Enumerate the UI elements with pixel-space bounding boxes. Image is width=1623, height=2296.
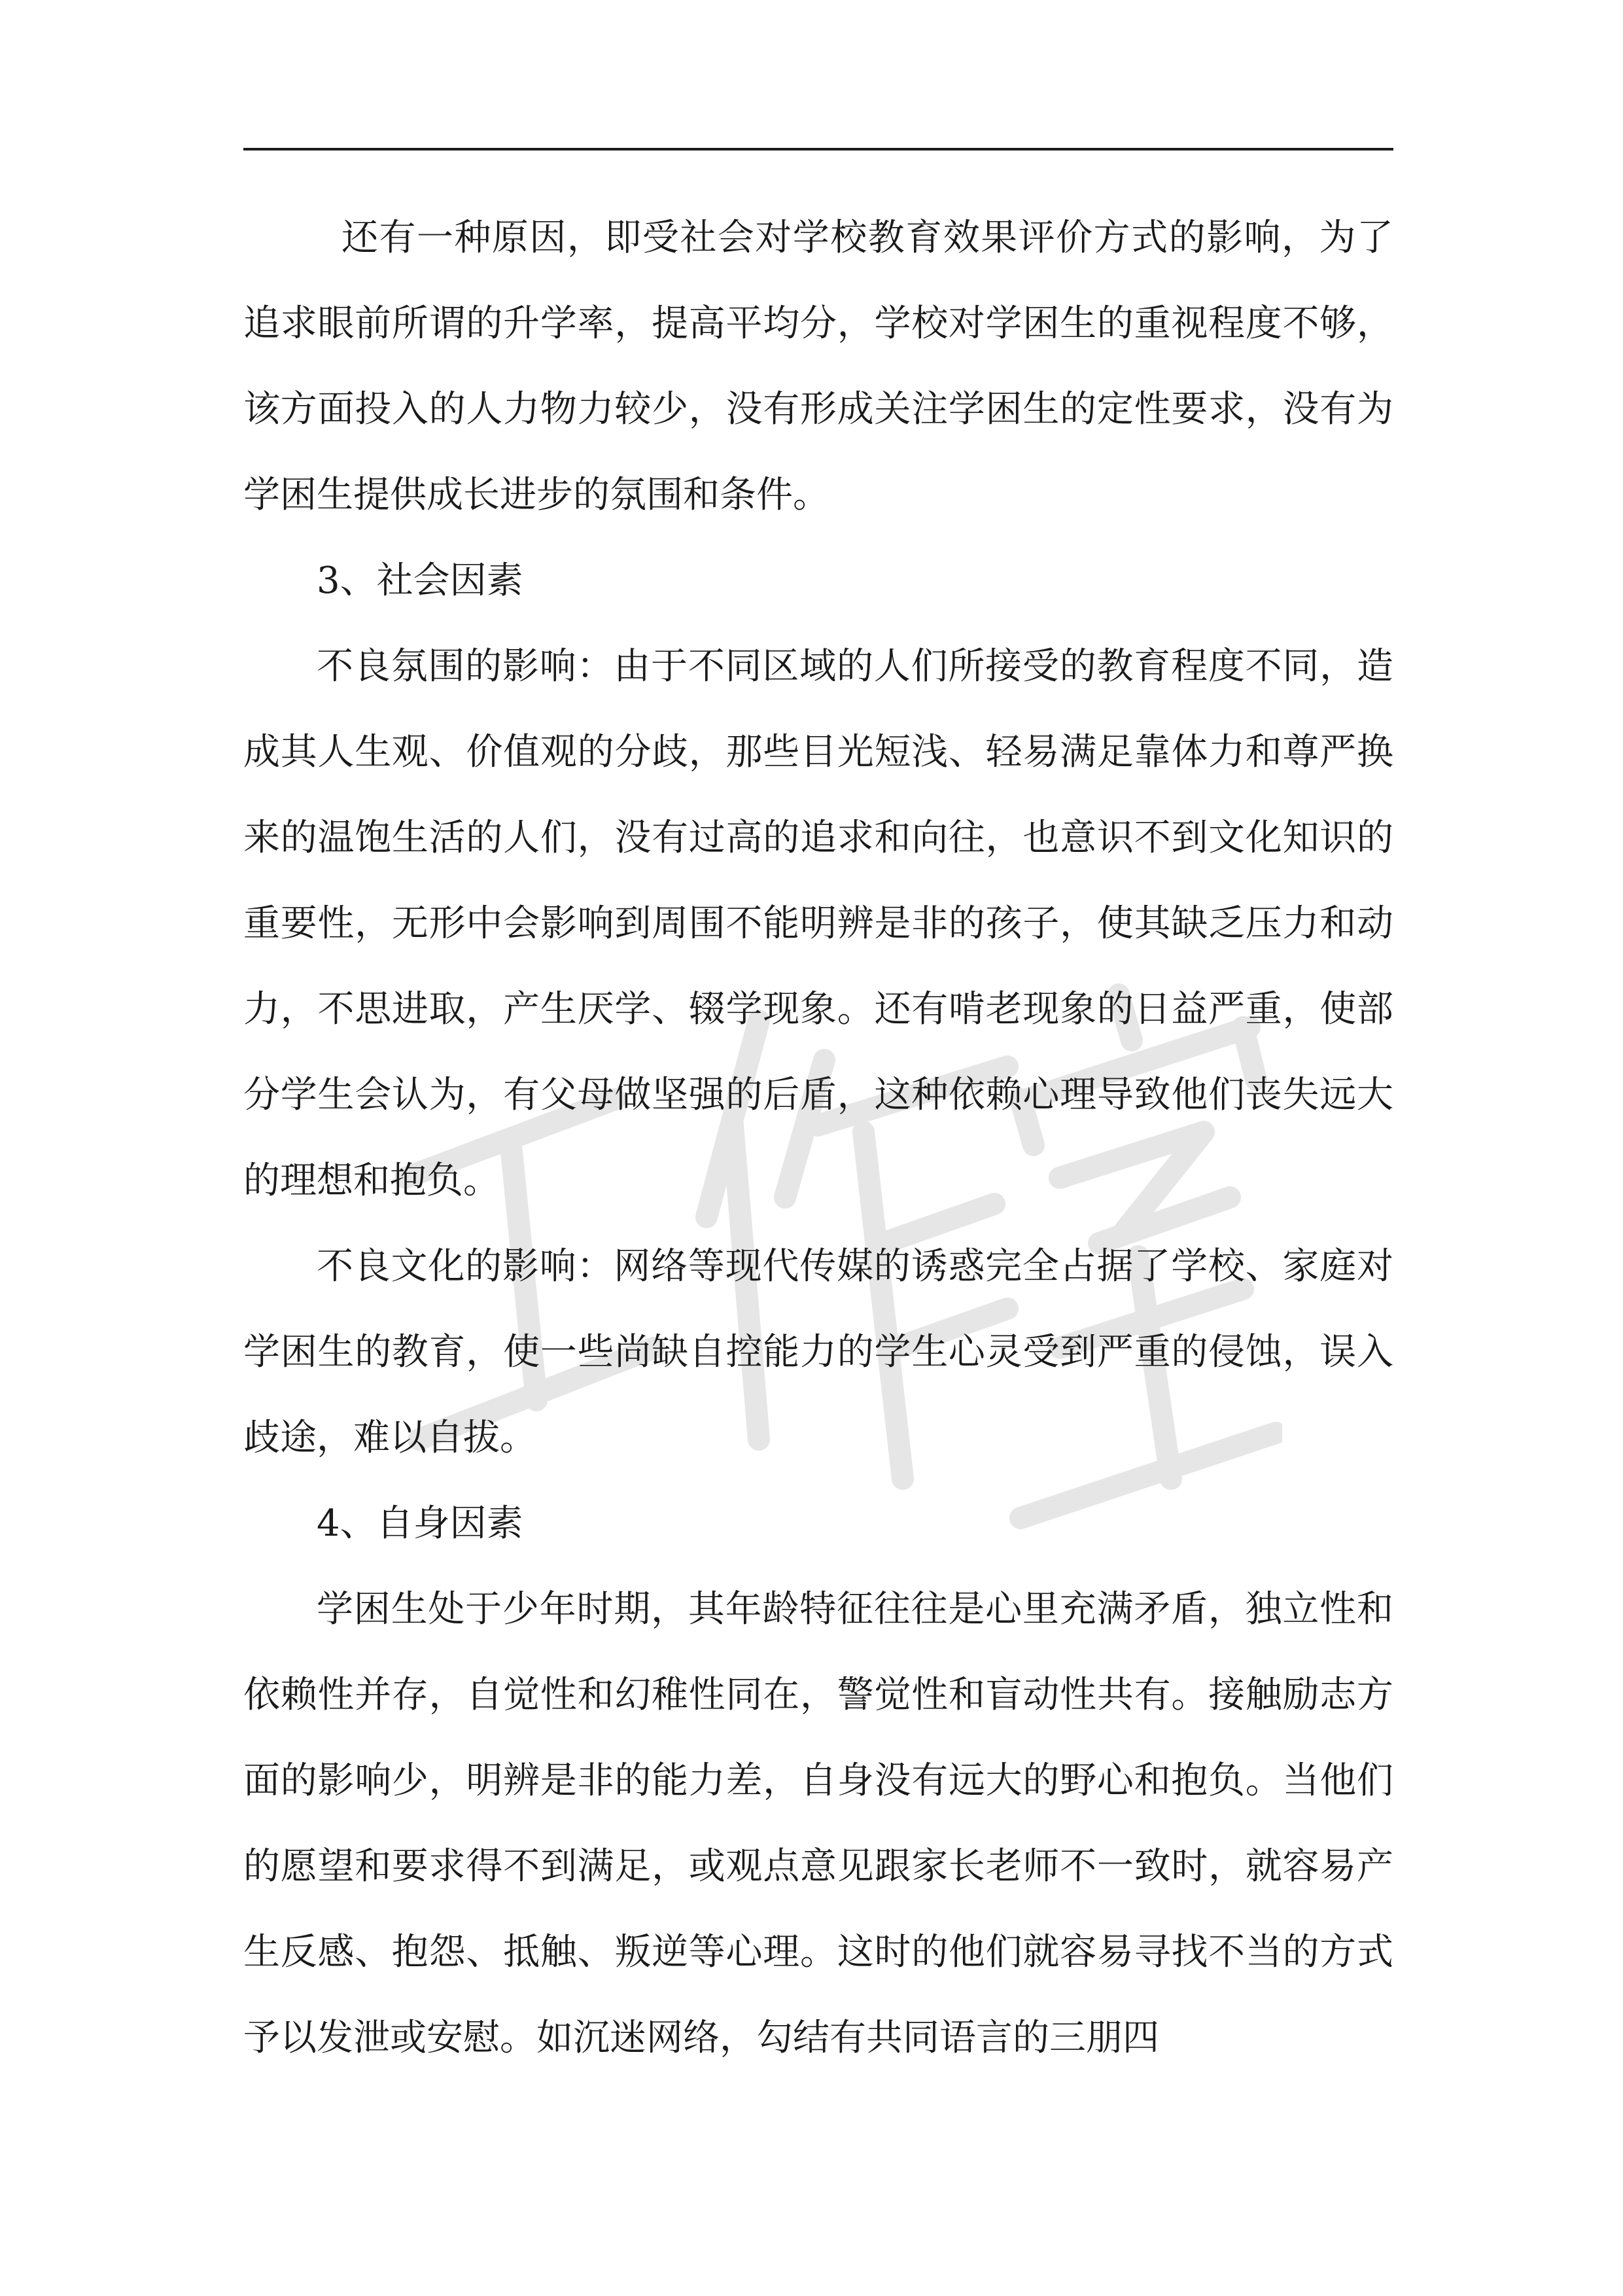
paragraph-bad-atmosphere: 不良氛围的影响：由于不同区域的人们所接受的教育程度不同，造成其人生观、价值观的分歧，那些目光短浅、轻易满足靠体力和尊严换来的温饱生活的人们，没有过高的追求和向往，也意识不到文化知识的重要性，无形中会影响到周围不能明辨是非的孩子，使其缺乏压力和动力，不思进取，产生厌学、辍学现象。还有啃老现象的日益严重，使部分学生会认为，有父母做坚强的后盾，这种依赖心理导致他们丧失远大的理想和抱负。	[243, 645, 1393, 1202]
paragraph-self-factors: 学困生处于少年时期，其年龄特征往往是心里充满矛盾，独立性和依赖性并存，自觉性和幻稚性同在，警觉性和盲动性共有。接触励志方面的影响少，明辨是非的能力差，自身没有远大的野心和抱负。当他们的愿望和要求得不到满足，或观点意见跟家长老师不一致时，就容易产生反感、抱怨、抵触、叛逆等心理。这时的他们就容易寻找不当的方式予以发泄或安慰。如沉迷网络，勾结有共同语言的三朋四	[243, 1588, 1393, 2059]
section-heading-self-factors: 4、自身因素	[317, 1502, 523, 1545]
paragraph-school-evaluation: 还有一种原因，即受社会对学校教育效果评价方式的影响，为了追求眼前所谓的升学率，提高平均分，学校对学困生的重视程度不够，该方面投入的人力物力较少，没有形成关注学困生的定性要求，没有为学困生提供成长进步的氛围和条件。	[243, 217, 1393, 516]
paragraph-bad-culture: 不良文化的影响：网络等现代传媒的诱惑完全占据了学校、家庭对学困生的教育，使一些尚缺自控能力的学生心灵受到严重的侵蚀，误入歧途，难以自拔。	[243, 1245, 1393, 1459]
section-heading-social-factors: 3、社会因素	[317, 559, 523, 602]
header-rule	[243, 148, 1393, 150]
document-body	[243, 195, 1393, 2081]
